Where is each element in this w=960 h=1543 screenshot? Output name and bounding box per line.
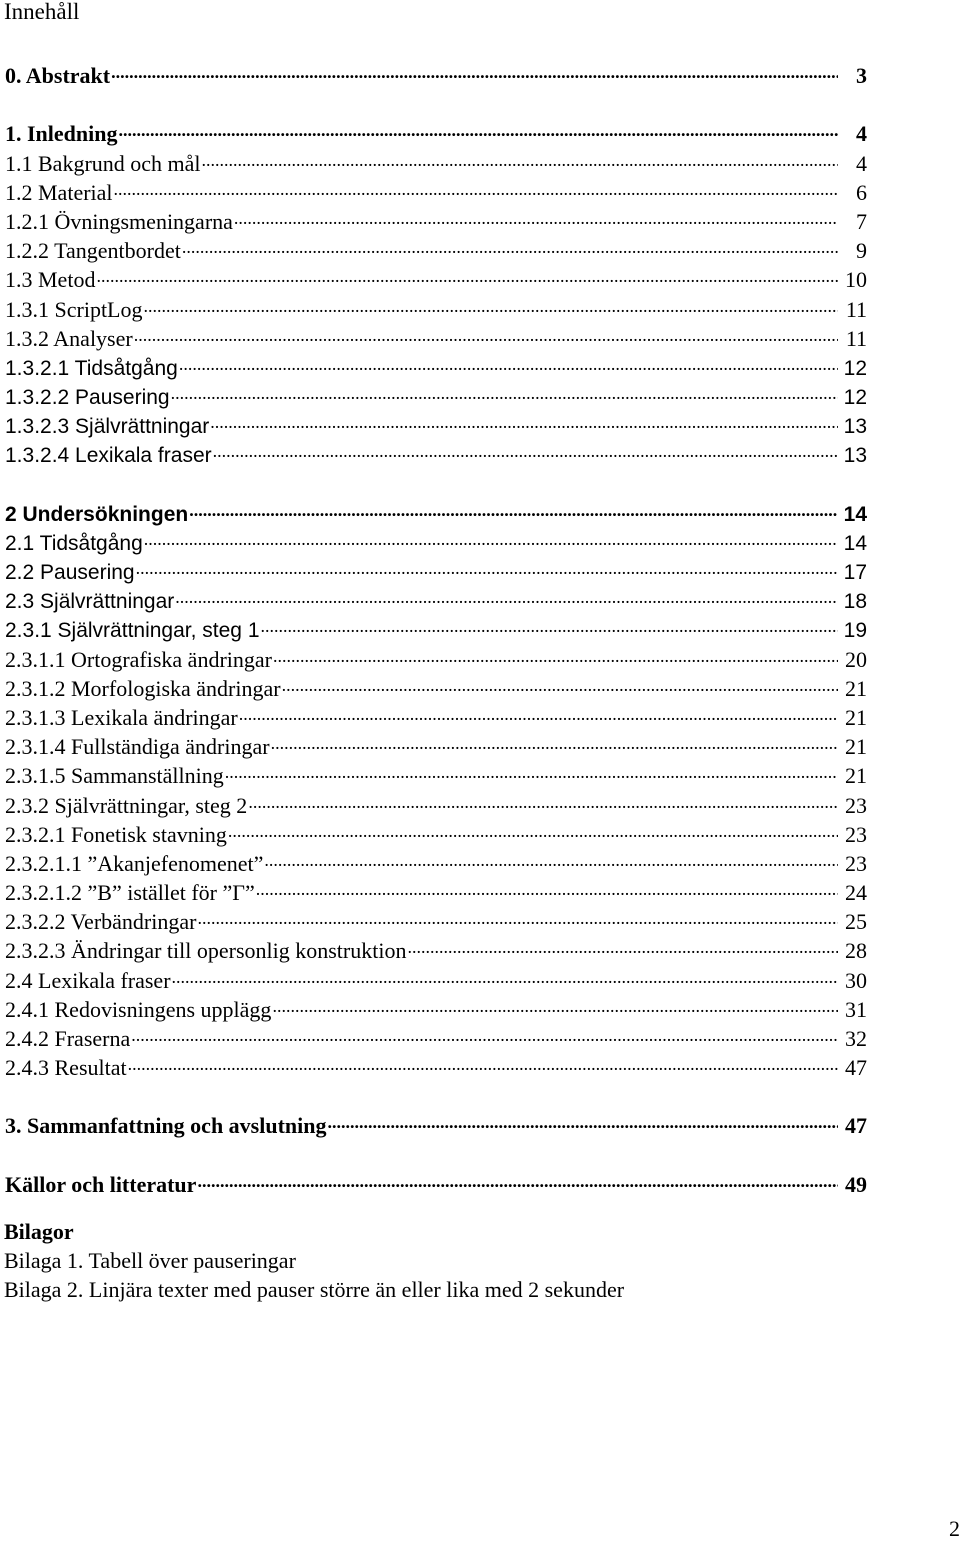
dot-leader: [182, 229, 838, 258]
dot-leader: [119, 112, 839, 141]
toc-entry-page: 47: [845, 1113, 867, 1139]
dot-leader: [111, 54, 838, 83]
toc-entry-page: 23: [845, 792, 867, 818]
toc-entry-title: 1.2.2 Tangentbordet: [5, 238, 181, 264]
toc-entry-title: 2.3.1.4 Fullständiga ändringar: [5, 734, 270, 760]
dot-leader: [96, 258, 838, 287]
toc-entry-title: 2.4 Lexikala fraser: [5, 967, 171, 993]
dot-leader: [273, 637, 838, 666]
toc-entry-title: 1. Inledning: [5, 121, 118, 147]
toc-entry-page: 13: [843, 415, 867, 439]
toc-entry[interactable]: [5, 54, 867, 89]
toc-entry-title: 1.3.2.3 Självrättningar: [5, 415, 210, 439]
dot-leader: [261, 608, 839, 637]
toc-entry-page: 49: [845, 1171, 867, 1197]
dot-leader: [197, 900, 838, 929]
toc-entry[interactable]: [5, 1104, 867, 1139]
dot-leader: [172, 958, 838, 987]
dot-leader: [228, 813, 838, 842]
toc-entry-title: 2.3.1 Självrättningar, steg 1: [5, 619, 260, 643]
dot-leader: [225, 754, 838, 783]
appendix-item-1: Bilaga 1. Tabell över pauseringar: [4, 1248, 296, 1274]
toc-entry[interactable]: [5, 141, 867, 176]
toc-entry-page: 17: [843, 561, 867, 584]
dot-leader: [213, 433, 838, 462]
dot-leader: [328, 1104, 838, 1133]
dot-leader: [144, 287, 839, 316]
toc-entry-title: Källor och litteratur: [5, 1171, 197, 1197]
dot-leader: [136, 550, 838, 579]
toc-entry-title: 1.3.1 ScriptLog: [5, 296, 143, 322]
toc-entry-page: 19: [843, 619, 867, 643]
dot-leader: [210, 404, 838, 433]
toc-entry-title: 2.3.2.2 Verbändringar: [5, 909, 197, 935]
dot-leader: [271, 725, 838, 754]
toc-entry-page: 11: [845, 325, 867, 351]
toc-entry-title: 2 Undersökningen: [5, 502, 189, 526]
toc-entry[interactable]: [5, 1017, 867, 1051]
toc-entry-title: 1.3 Metod: [5, 267, 96, 293]
toc-entry-page: 11: [845, 296, 867, 322]
toc-entry-page: 31: [845, 996, 867, 1022]
toc-entry-title: 1.2 Material: [5, 179, 113, 205]
toc-entry[interactable]: [5, 287, 867, 322]
toc-entry-page: 12: [843, 356, 867, 380]
dot-leader: [407, 929, 838, 958]
dot-leader: [256, 871, 838, 900]
toc-entry-page: 21: [845, 763, 867, 789]
dot-leader: [264, 842, 838, 871]
toc-entry-page: 4: [856, 121, 867, 147]
dot-leader: [134, 317, 838, 346]
appendix-item-2: Bilaga 2. Linjära texter med pauser större än eller lika med 2 sekunder: [4, 1277, 625, 1303]
toc-entry-title: 2.3.2 Självrättningar, steg 2: [5, 792, 248, 818]
toc-entry-title: 2.3.1.5 Sammanställning: [5, 763, 224, 789]
toc-entry-page: 25: [845, 909, 867, 935]
toc-entry-page: 24: [845, 880, 867, 906]
toc-entry-title: 2.3.2.3 Ändringar till opersonlig konstruktion: [5, 938, 407, 964]
toc-entry-page: 18: [843, 590, 867, 614]
appendix-section: [4, 1217, 624, 1305]
toc-entry-page: 4: [856, 150, 867, 176]
toc-entry-page: 3: [856, 63, 867, 89]
dot-leader: [114, 171, 838, 200]
dot-leader: [179, 346, 838, 375]
toc-entry-title: 2.1 Tidsåtgång: [5, 531, 143, 555]
toc-entry-page: 9: [856, 238, 867, 264]
toc-entry-page: 28: [845, 938, 867, 964]
toc-entry-page: 30: [845, 967, 867, 993]
toc-entry[interactable]: [5, 200, 867, 234]
toc-entry-title: 1.3.2.4 Lexikala fraser: [5, 444, 212, 468]
toc-entry[interactable]: [5, 112, 867, 147]
page-number: 2: [949, 1516, 960, 1541]
toc-entry-page: 21: [845, 734, 867, 760]
dot-leader: [272, 988, 838, 1017]
toc-entry-page: 21: [845, 675, 867, 701]
toc-entry-title: 2.4.2 Fraserna: [5, 1026, 131, 1051]
dot-leader: [248, 783, 838, 812]
toc-entry-page: 21: [845, 704, 867, 730]
toc-entry-page: 23: [845, 850, 867, 876]
toc-entry[interactable]: [5, 1162, 867, 1197]
table-of-contents: [5, 54, 867, 1197]
toc-entry-title: 1.3.2 Analyser: [5, 325, 133, 351]
toc-entry-page: 47: [845, 1055, 867, 1081]
toc-entry-title: 2.3 Självrättningar: [5, 590, 175, 614]
dot-leader: [171, 375, 838, 404]
toc-entry-title: 2.3.2.1 Fonetisk stavning: [5, 821, 227, 847]
toc-entry-title: 0. Abstrakt: [5, 63, 111, 89]
toc-entry-page: 12: [843, 386, 867, 410]
toc-entry-page: 32: [845, 1026, 867, 1051]
toc-entry[interactable]: [5, 1046, 867, 1081]
toc-entry-page: 10: [845, 267, 867, 293]
toc-heading: Innehåll: [4, 0, 80, 24]
toc-entry-title: 1.3.2.1 Tidsåtgång: [5, 356, 178, 380]
toc-entry-title: 3. Sammanfattning och avslutning: [5, 1113, 327, 1139]
appendix-heading: Bilagor: [4, 1219, 74, 1244]
toc-entry-page: 20: [845, 646, 867, 672]
toc-entry-page: 14: [843, 502, 867, 526]
dot-leader: [202, 141, 838, 170]
toc-entry-title: 2.3.2.1.1 ”Akanjefenomenet”: [5, 850, 264, 876]
dot-leader: [175, 579, 838, 608]
dot-leader: [131, 1017, 838, 1046]
toc-entry-page: 23: [845, 821, 867, 847]
toc-entry[interactable]: [5, 491, 867, 526]
toc-entry-page: 6: [856, 179, 867, 205]
toc-entry[interactable]: [5, 346, 867, 380]
toc-entry-title: 2.4.3 Resultat: [5, 1055, 127, 1081]
toc-entry-title: 2.4.1 Redovisningens upplägg: [5, 996, 272, 1022]
toc-entry-page: 13: [843, 444, 867, 468]
toc-entry-title: 1.2.1 Övningsmeningarna: [5, 208, 233, 234]
dot-leader: [234, 200, 838, 229]
toc-entry[interactable]: [5, 258, 867, 293]
dot-leader: [282, 667, 838, 696]
toc-entry[interactable]: [5, 171, 867, 205]
dot-leader: [128, 1046, 838, 1075]
dot-leader: [189, 491, 838, 520]
dot-leader: [239, 696, 838, 725]
toc-entry-title: 1.3.2.2 Pausering: [5, 386, 170, 410]
toc-entry-page: 14: [843, 531, 867, 555]
dot-leader: [144, 521, 838, 550]
toc-entry-title: 1.1 Bakgrund och mål: [5, 150, 201, 176]
toc-entry-title: 2.3.1.1 Ortografiska ändringar: [5, 646, 272, 672]
toc-entry-title: 2.2 Pausering: [5, 561, 135, 584]
toc-entry-title: 2.3.1.2 Morfologiska ändringar: [5, 675, 281, 701]
toc-entry[interactable]: [5, 317, 867, 351]
toc-entry-title: 2.3.2.1.2 ”В” istället för ”Г”: [5, 880, 255, 906]
toc-entry-title: 2.3.1.3 Lexikala ändringar: [5, 704, 238, 730]
dot-leader: [197, 1162, 838, 1191]
toc-entry-page: 7: [856, 208, 867, 234]
